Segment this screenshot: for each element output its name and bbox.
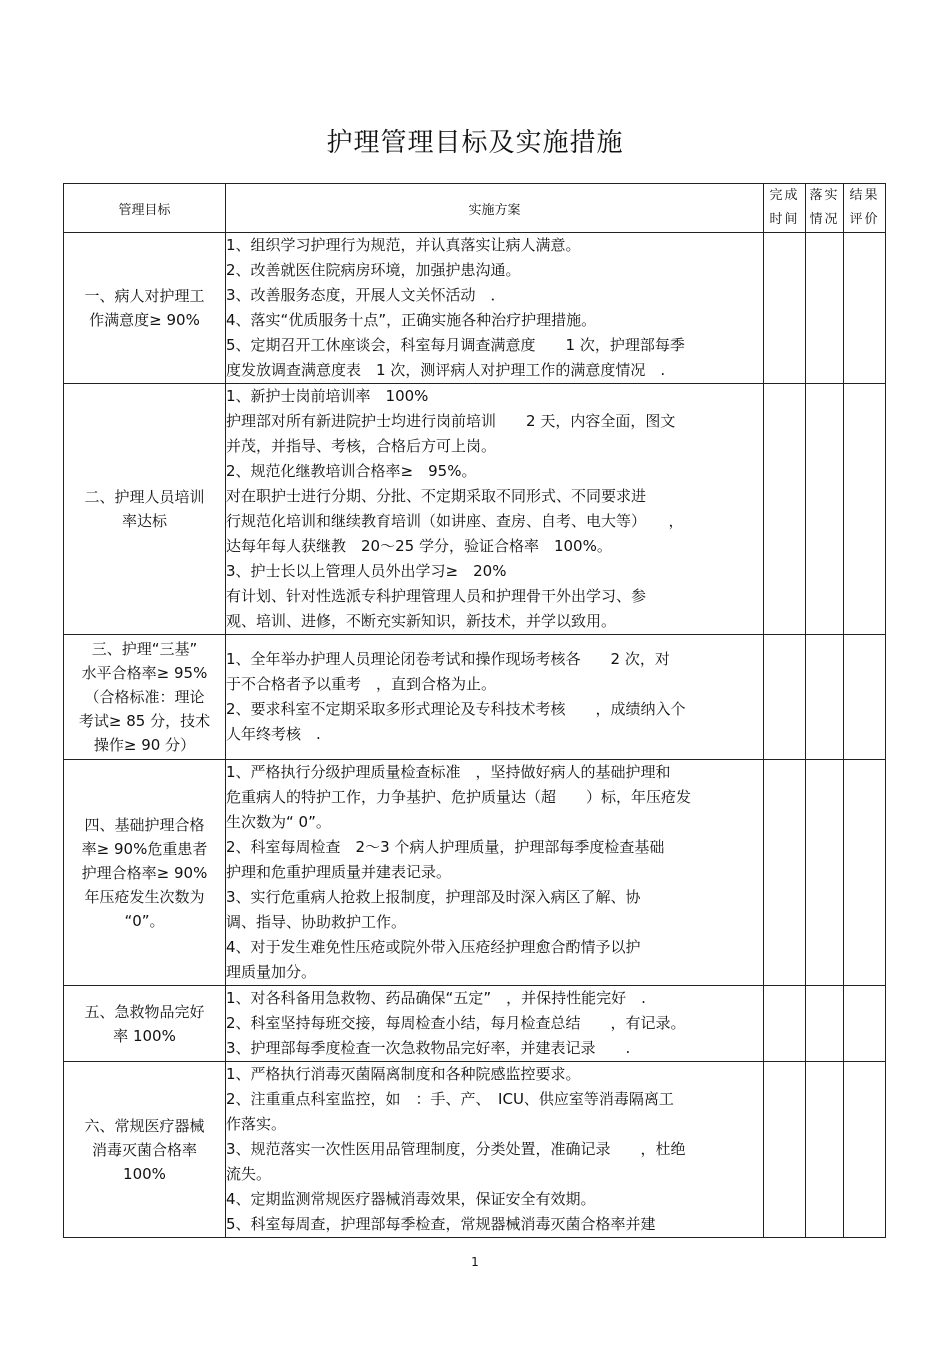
plan-line: 2、注重重点科室监控，如 ：手、产、 ICU、供应室等消毒隔离工 <box>226 1090 674 1108</box>
implementation-cell <box>806 986 844 1062</box>
plan-line: 3、护士长以上管理人员外出学习≥ 20% <box>226 562 507 580</box>
goal-cell <box>64 760 226 986</box>
goal-cell <box>64 384 226 635</box>
plan-line: 2、科室坚持每班交接，每周检查小结，每月检查总结 ，有记录。 <box>226 1014 686 1032</box>
page-title: 护理管理目标及实施措施 <box>326 128 624 158</box>
goal-line: 六、常规医疗器械 <box>84 1116 205 1135</box>
evaluation-cell <box>844 635 886 760</box>
goal-line: 率≥ 90%危重患者 <box>81 839 208 858</box>
plan-line: 3、实行危重病人抢救上报制度，护理部及时深入病区了解、协 <box>226 888 641 906</box>
goal-line: 消毒灭菌合格率 <box>91 1140 197 1159</box>
plan-line: 行规范化培训和继续教育培训（如讲座、查房、自考、电大等） ， <box>226 512 684 530</box>
plan-line: 流失。 <box>226 1165 272 1183</box>
plan-line: 有计划、针对性选派专科护理管理人员和护理骨干外出学习、参 <box>226 587 647 605</box>
plan-cell <box>226 233 764 384</box>
goal-line: 五、急救物品完好 <box>84 1002 205 1021</box>
plan-line: 人年终考核 . <box>226 725 321 743</box>
plan-line: 4、落实“优质服务十点”，正确实施各种治疗护理措施。 <box>226 311 597 329</box>
plan-cell <box>226 760 764 986</box>
plan-line: 2、规范化继教培训合格率≥ 95%。 <box>226 462 477 480</box>
goal-line: “0”。 <box>124 911 165 930</box>
table-row <box>64 986 886 1062</box>
plan-cell <box>226 384 764 635</box>
goal-line: （合格标准：理论 <box>84 688 205 706</box>
plan-line: 1、对各科备用急救物、药品确保“五定” ，并保持性能完好 . <box>226 989 646 1007</box>
header-eval-line1: 结果 <box>849 188 880 203</box>
plan-line: 观、培训、进修，不断充实新知识，新技术，并学以致用。 <box>226 612 617 630</box>
table-row <box>64 635 886 760</box>
plan-line: 3、改善服务态度，开展人文关怀活动 ． <box>226 286 506 304</box>
goal-cell <box>64 233 226 384</box>
evaluation-cell <box>844 986 886 1062</box>
plan-line: 对在职护士进行分期、分批、不定期采取不同形式、不同要求进 <box>226 487 647 505</box>
plan-line: 1、严格执行分级护理质量检查标准 ，坚持做好病人的基础护理和 <box>226 763 671 781</box>
plan-cell <box>226 986 764 1062</box>
goal-line: 二、护理人员培训 <box>84 488 205 506</box>
goal-line: 一、病人对护理工 <box>84 287 205 305</box>
header-impl-line2: 情况 <box>809 212 840 227</box>
implementation-cell <box>806 1062 844 1238</box>
plan-line: 1、严格执行消毒灭菌隔离制度和各种院感监控要求。 <box>226 1065 581 1083</box>
plan-line: 护理部对所有新进院护士均进行岗前培训 2 天，内容全面，图文 <box>226 412 676 430</box>
completion-time-cell <box>764 635 806 760</box>
goal-line: 四、基础护理合格 <box>84 815 205 834</box>
completion-time-cell <box>764 1062 806 1238</box>
plan-line: 调、指导、协助救护工作。 <box>226 913 407 931</box>
header-completion-time <box>764 184 806 233</box>
plan-line: 2、科室每周检查 2～3 个病人护理质量，护理部每季度检查基础 <box>226 838 665 856</box>
goal-line: 三、护理“三基” <box>91 640 198 658</box>
plan-line: 于不合格者予以重考 ，直到合格为止。 <box>226 675 497 693</box>
implementation-cell <box>806 635 844 760</box>
goal-line: 操作≥ 90 分） <box>93 736 196 754</box>
evaluation-cell <box>844 760 886 986</box>
plan-line: 5、科室每周查，护理部每季检查，常规器械消毒灭菌合格率并建 <box>226 1215 656 1233</box>
evaluation-cell <box>844 233 886 384</box>
plan-line: 1、新护士岗前培训率 100% <box>226 387 429 405</box>
plan-line: 4、对于发生难免性压疮或院外带入压疮经护理愈合酌情予以护 <box>226 938 641 956</box>
plan-line: 理质量加分。 <box>226 963 317 981</box>
plan-line: 1、组织学习护理行为规范，并认真落实让病人满意。 <box>226 236 581 254</box>
plan-line: 达每年每人获继教 20～25 学分，验证合格率 100%。 <box>226 537 612 555</box>
header-plan: 实施方案 <box>226 184 764 233</box>
goal-line: 率 100% <box>113 1026 176 1045</box>
header-time-line1: 完成 <box>769 188 800 203</box>
goal-cell <box>64 1062 226 1238</box>
table-row <box>64 233 886 384</box>
header-implementation <box>806 184 844 233</box>
header-eval-line2: 评价 <box>849 212 880 227</box>
page-number: 1 <box>471 1255 479 1269</box>
completion-time-cell <box>764 233 806 384</box>
plan-line: 生次数为“ 0”。 <box>226 813 331 831</box>
implementation-cell <box>806 384 844 635</box>
plan-line: 2、改善就医住院病房环境，加强护患沟通。 <box>226 261 521 279</box>
header-time-line2: 时间 <box>769 212 800 227</box>
header-goal: 管理目标 <box>64 184 226 233</box>
goal-line: 年压疮发生次数为 <box>84 887 205 906</box>
nursing-goals-table <box>63 183 886 1238</box>
evaluation-cell <box>844 384 886 635</box>
goal-line: 100% <box>123 1164 166 1183</box>
completion-time-cell <box>764 384 806 635</box>
goal-line: 水平合格率≥ 95% <box>81 664 208 682</box>
plan-line: 危重病人的特护工作，力争基护、危护质量达（超 ）标，年压疮发 <box>226 788 692 806</box>
completion-time-cell <box>764 986 806 1062</box>
plan-line: 3、护理部每季度检查一次急救物品完好率，并建表记录 . <box>226 1039 631 1057</box>
plan-line: 5、定期召开工休座谈会，科室每月调查满意度 1 次，护理部每季 <box>226 336 685 354</box>
table-row <box>64 760 886 986</box>
plan-cell <box>226 635 764 760</box>
completion-time-cell <box>764 760 806 986</box>
plan-line: 3、规范落实一次性医用品管理制度，分类处置，准确记录 ，杜绝 <box>226 1140 686 1158</box>
implementation-cell <box>806 760 844 986</box>
goal-cell <box>64 986 226 1062</box>
plan-line: 4、定期监测常规医疗器械消毒效果，保证安全有效期。 <box>226 1190 596 1208</box>
plan-line: 护理和危重护理质量并建表记录。 <box>226 863 452 881</box>
goal-line: 护理合格率≥ 90% <box>81 863 208 882</box>
implementation-cell <box>806 233 844 384</box>
goal-line: 作满意度≥ 90% <box>89 311 200 329</box>
plan-line: 并茂，并指导、考核，合格后方可上岗。 <box>226 437 497 455</box>
plan-line: 度发放调查满意度表 1 次，测评病人对护理工作的满意度情况 . <box>226 361 666 379</box>
plan-cell <box>226 1062 764 1238</box>
evaluation-cell <box>844 1062 886 1238</box>
header-impl-line1: 落实 <box>809 188 840 203</box>
goal-line: 率达标 <box>121 512 167 530</box>
table-row <box>64 384 886 635</box>
plan-line: 1、全年举办护理人员理论闭卷考试和操作现场考核各 2 次，对 <box>226 650 670 668</box>
table-header-row <box>64 184 886 233</box>
goal-line: 考试≥ 85 分，技术 <box>78 712 211 730</box>
header-evaluation <box>844 184 886 233</box>
goal-cell <box>64 635 226 760</box>
plan-line: 2、要求科室不定期采取多形式理论及专科技术考核 ，成绩纳入个 <box>226 700 686 718</box>
plan-line: 作落实。 <box>226 1115 287 1133</box>
table-row <box>64 1062 886 1238</box>
